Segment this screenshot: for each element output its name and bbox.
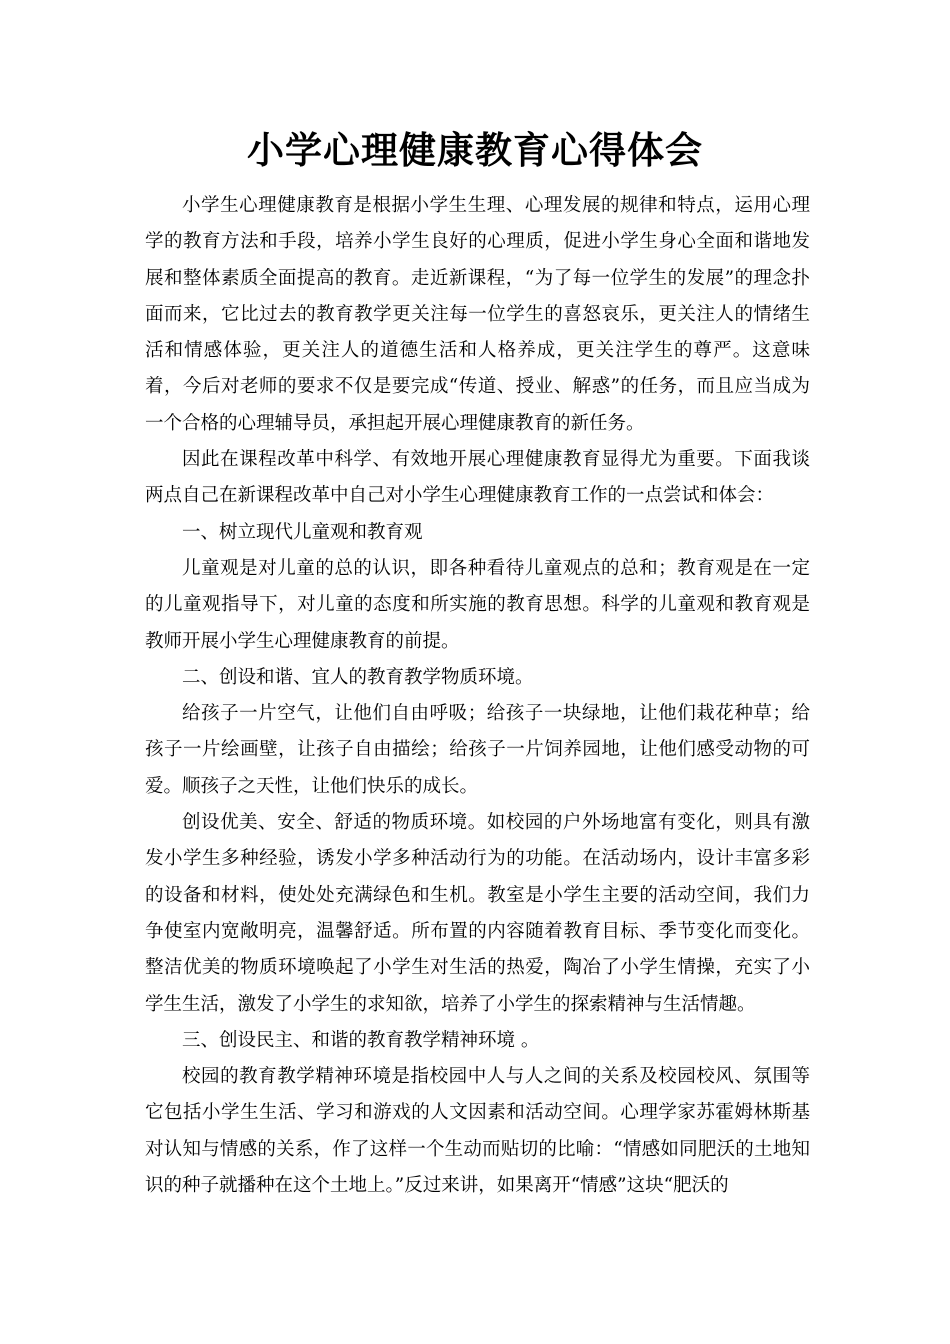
paragraph: 儿童观是对儿童的总的认识，即各种看待儿童观点的总和；教育观是在一定的儿童观指导下，对儿童的态度和所实施的教育思想。科学的儿童观和教育观是教师开展小学生心理健康教育的前提。 xyxy=(145,557,810,652)
document-body xyxy=(145,188,810,1204)
section-heading: 二、创设和谐、宜人的教育教学物质环境。 xyxy=(182,666,534,688)
paragraph: 校园的教育教学精神环境是指校园中人与人之间的关系及校园校风、氛围等它包括小学生生活、学习和游戏的人文因素和活动空间。心理学家苏霍姆林斯基对认知与情感的关系，作了这样一个生动而贴切的比喻：“情感如同肥沃的土地知识的种子就播种在这个土地上。”反过来讲，如果离开“情感”这块“肥沃的 xyxy=(145,1066,810,1197)
paragraph: 因此在课程改革中科学、有效地开展心理健康教育显得尤为重要。下面我谈两点自己在新课程改革中自己对小学生心理健康教育工作的一点尝试和体会： xyxy=(145,449,810,507)
paragraph: 给孩子一片空气，让他们自由呼吸；给孩子一块绿地，让他们栽花种草；给孩子一片绘画壁，让孩子自由描绘；给孩子一片饲养园地，让他们感受动物的可爱。顺孩子之天性，让他们快乐的成长。 xyxy=(145,703,810,797)
paragraph: 创设优美、安全、舒适的物质环境。如校园的户外场地富有变化，则具有激发小学生多种经验，诱发小学多种活动行为的功能。在活动场内，设计丰富多彩的设备和材料，使处处充满绿色和生机。教室是小学生主要的活动空间，我们力争使室内宽敞明亮，温馨舒适。所布置的内容随着教育目标、季节变化而变化。整洁优美的物质环境唤起了小学生对生活的热爱，陶冶了小学生情操，充实了小学生生活，激发了小学生的求知欲，培养了小学生的探索精神与生活情趣。 xyxy=(145,812,810,1015)
document-title: 小学心理健康教育心得体会 xyxy=(247,128,703,172)
section-heading: 一、树立现代儿童观和教育观 xyxy=(182,521,423,543)
section-heading: 三、创设民主、和谐的教育教学精神环境 。 xyxy=(182,1029,540,1051)
paragraph: 小学生心理健康教育是根据小学生生理、心理发展的规律和特点，运用心理学的教育方法和手段，培养小学生良好的心理质，促进小学生身心全面和谐地发展和整体素质全面提高的教育。走近新课程，“为了每一位学生的发展”的理念扑面而来，它比过去的教育教学更关注每一位学生的喜怒哀乐，更关注人的情绪生活和情感体验，更关注人的道德生活和人格养成，更关注学生的尊严。这意味着，今后对老师的要求不仅是要完成“传道、授业、解惑”的任务，而且应当成为一个合格的心理辅导员，承担起开展心理健康教育的新任务。 xyxy=(145,195,810,434)
